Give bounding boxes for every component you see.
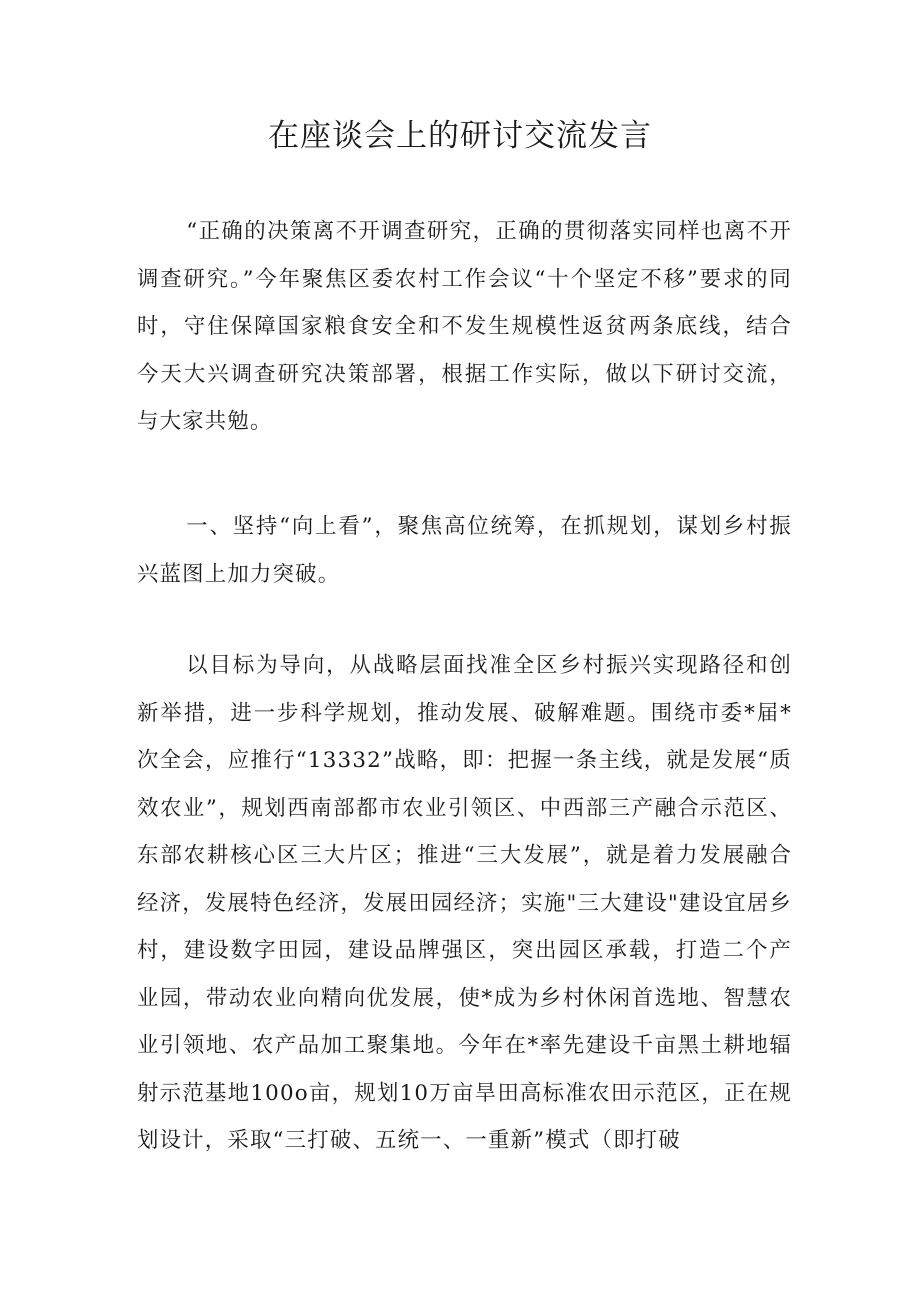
paragraph-intro: “正确的决策离不开调查研究，正确的贯彻落实同样也离不开调查研究。”今年聚焦区委农村工作会议“十个坚定不移”要求的同时，守住保障国家粮食安全和不发生规模性返贫两条底线，结合今天大兴调查研究决策部署，根据工作实际，做以下研讨交流，与大家共勉。	[137, 219, 792, 434]
document-title: 在座谈会上的研讨交流发言	[268, 118, 652, 154]
paragraph-section-body-1: 以目标为导向，从战略层面找准全区乡村振兴实现路径和创新举措，进一步科学规划，推动发展、破解难题。围绕市委*届*次全会，应推行“13332”战略，即：把握一条主线，就是发展“质效农业”，规划西南部都市农业引领区、中西部三产融合示范区、东部农耕核心区三大片区；推进“三大发展”，就是着力发展融合经济，发展特色经济，发展田园经济；实施"三大建设"建设宜居乡村，建设数字田园，建设品牌强区，突出园区承载，打造二个产业园，带动农业向精向优发展，使*成为乡村休闲首选地、智慧农业引领地、农产品加工聚集地。今年在*率先建设千亩黑土耕地辐射示范基地100o亩，规划10万亩旱田高标准农田示范区，正在规划设计，采取“三打破、五统一、一重新”模式（即打破	[137, 653, 792, 1153]
paragraph-section-heading-1: 一、坚持“向上看”，聚焦高位统筹，在抓规划，谋划乡村振兴蓝图上加力突破。	[137, 514, 792, 587]
